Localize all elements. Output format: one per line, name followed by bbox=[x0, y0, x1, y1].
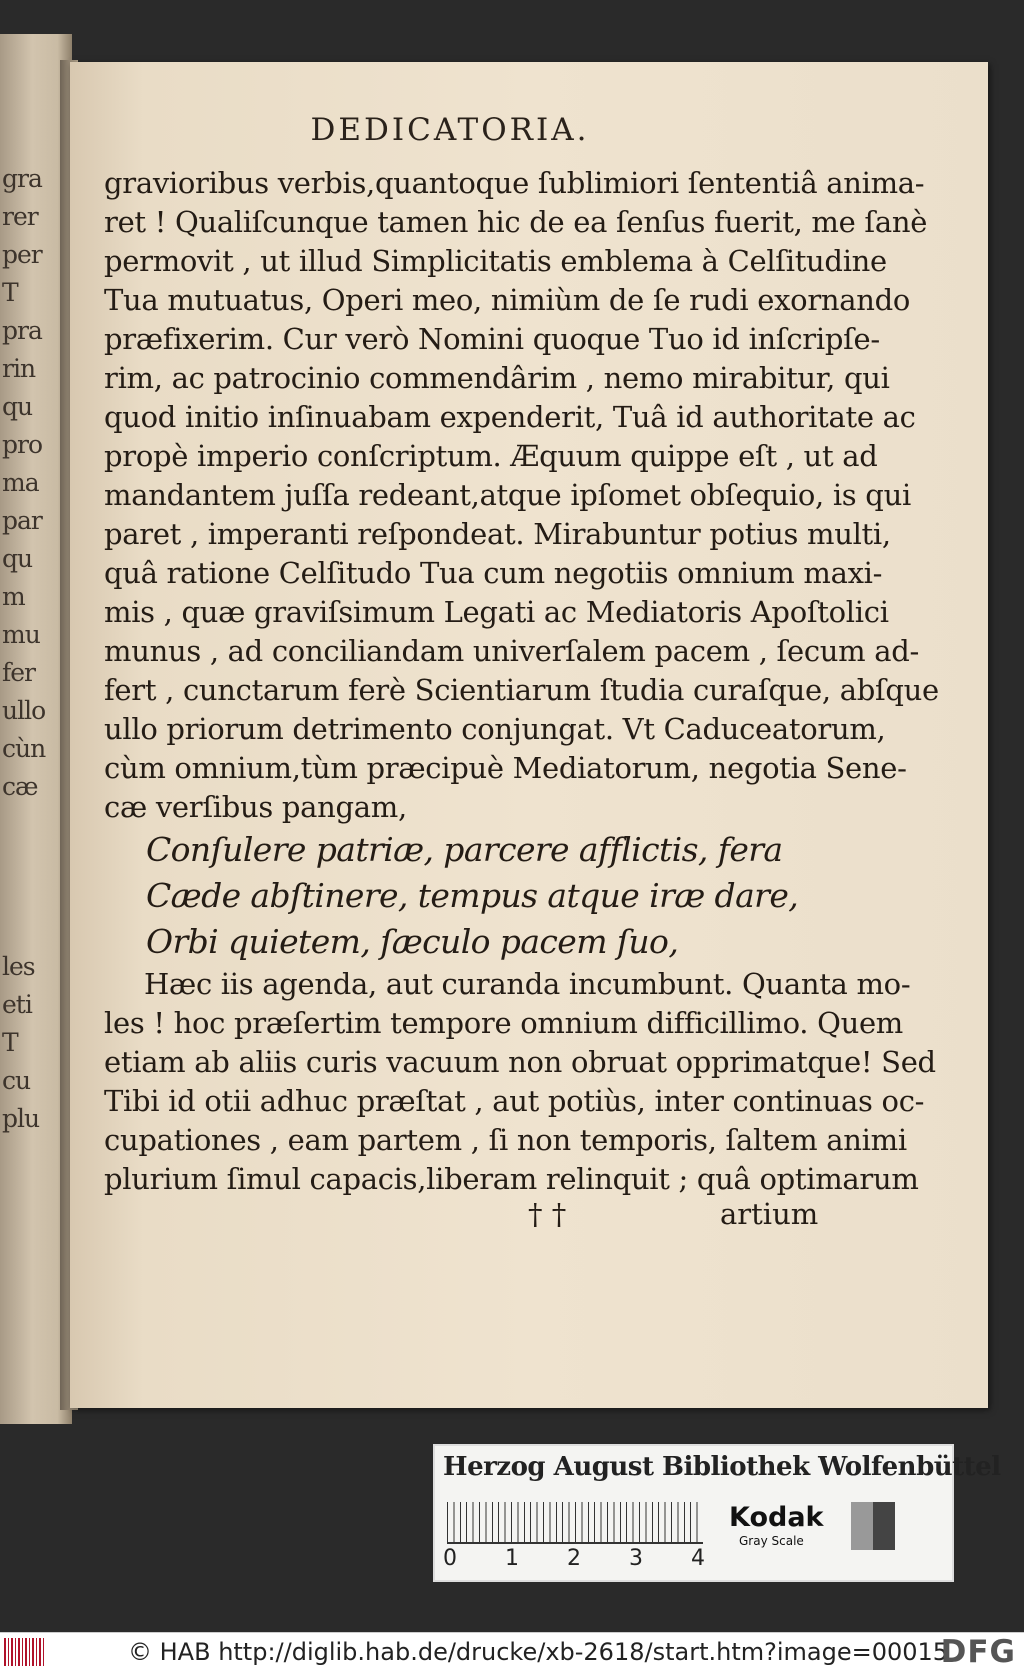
facing-page-fragment: ma bbox=[2, 468, 39, 497]
text-line: præfixerim. Cur verò Nomini quoque Tuo id inſcripſe- bbox=[104, 322, 880, 356]
text-line: Tua mutuatus, Operi meo, nimiùm de ſe rudi exornando bbox=[104, 283, 911, 317]
page-text bbox=[104, 164, 939, 1199]
facing-page-fragment: eti bbox=[2, 990, 32, 1019]
facing-page-fragment: plu bbox=[2, 1104, 40, 1133]
verse-line: Cæde abſtinere, tempus atque iræ dare, bbox=[146, 876, 799, 915]
text-line: etiam ab aliis curis vacuum non obruat opprimatque! Sed bbox=[104, 1045, 936, 1079]
text-line: gravioribus verbis,quantoque ſublimiori ſententiâ anima- bbox=[104, 166, 925, 200]
ruler-number: 4 bbox=[691, 1546, 705, 1571]
text-line: rim, ac patrocinio commendârim , nemo mirabitur, qui bbox=[104, 361, 890, 395]
text-line: cæ verſibus pangam, bbox=[104, 790, 407, 824]
text-line: ret ! Qualiſcunque tamen hic de ea ſenſus fuerit, me ſanè bbox=[104, 205, 928, 239]
verse-line: Conſulere patriæ, parcere afflictis, fera bbox=[146, 830, 783, 869]
facing-page-fragment: qu bbox=[2, 392, 33, 421]
text-line: Tibi id otii adhuc præſtat , aut potiùs, inter continuas oc- bbox=[104, 1084, 925, 1118]
footer-credit[interactable]: © HAB http://diglib.hab.de/drucke/xb-2618/start.htm?image=00015 bbox=[128, 1638, 949, 1666]
ruler bbox=[447, 1502, 703, 1544]
text-line: permovit , ut illud Simplicitatis emblema à Celſitudine bbox=[104, 244, 887, 278]
paragraph-1 bbox=[104, 164, 939, 827]
text-line: fert , cunctarum ferè Scientiarum ſtudia curaſque, abſque bbox=[104, 673, 939, 707]
dfg-logo: DFG bbox=[940, 1634, 1016, 1670]
facing-page-fragment: per bbox=[2, 240, 42, 269]
text-line: paret , imperanti reſpondeat. Mirabuntur potius multi, bbox=[104, 517, 891, 551]
text-line: mandantem juſſa redeant,atque ipſomet obſequio, is qui bbox=[104, 478, 911, 512]
facing-page-fragment: rin bbox=[2, 354, 36, 383]
signature-mark: † † bbox=[528, 1197, 567, 1231]
gray-scale-label: Gray Scale bbox=[739, 1534, 804, 1548]
ruler-number: 1 bbox=[505, 1546, 519, 1571]
verse-line: Orbi quietem, ſæculo pacem ſuo, bbox=[146, 922, 679, 961]
kodak-logo: Kodak bbox=[729, 1502, 824, 1533]
text-line: les ! hoc præſertim tempore omnium difficillimo. Quem bbox=[104, 1006, 904, 1040]
facing-page-fragment: pro bbox=[2, 430, 43, 459]
paragraph-2 bbox=[104, 965, 936, 1199]
facing-page-fragment: cùn bbox=[2, 734, 46, 763]
facing-page-fragment: cæ bbox=[2, 772, 38, 801]
text-line: cupationes , eam partem , ſi non temporis, ſaltem animi bbox=[104, 1123, 907, 1157]
catchword: artium bbox=[720, 1197, 819, 1231]
footer-bar bbox=[0, 1632, 1024, 1671]
barcode-icon bbox=[4, 1638, 46, 1666]
facing-page-fragment: rer bbox=[2, 202, 38, 231]
text-line: munus , ad conciliandam univerſalem pacem , ſecum ad- bbox=[104, 634, 920, 668]
page-heading: DEDICATORIA. bbox=[310, 112, 590, 148]
facing-page-fragment: mu bbox=[2, 620, 40, 649]
book-page bbox=[70, 62, 988, 1408]
institution-name: Herzog August Bibliothek Wolfenbüttel bbox=[443, 1452, 1001, 1482]
text-line: ullo priorum detrimento conjungat. Vt Caduceatorum, bbox=[104, 712, 886, 746]
text-line: propè imperio conſcriptum. Æquum quippe eſt , ut ad bbox=[104, 439, 878, 473]
facing-page-fragment: T bbox=[2, 278, 18, 307]
text-line: Hæc iis agenda, aut curanda incumbunt. Quanta mo- bbox=[144, 967, 911, 1001]
facing-page-fragment: cu bbox=[2, 1066, 31, 1095]
facing-page-fragment: les bbox=[2, 952, 35, 981]
text-line: cùm omnium,tùm præcipuè Mediatorum, negotia Sene- bbox=[104, 751, 907, 785]
ruler-number: 3 bbox=[629, 1546, 643, 1571]
facing-page-fragment: ullo bbox=[2, 696, 46, 725]
color-scale-card bbox=[433, 1444, 1001, 1582]
text-line: quod initio inſinuabam expenderit, Tuâ id authoritate ac bbox=[104, 400, 916, 434]
facing-page-fragment: qu bbox=[2, 544, 33, 573]
facing-page-fragment: pra bbox=[2, 316, 42, 345]
ruler-number: 0 bbox=[443, 1546, 457, 1571]
text-line: quâ ratione Celſitudo Tua cum negotiis omnium maxi- bbox=[104, 556, 883, 590]
facing-page-fragment: par bbox=[2, 506, 42, 535]
text-line: mis , quæ graviſsimum Legati ac Mediatoris Apoſtolici bbox=[104, 595, 889, 629]
verse-block bbox=[104, 827, 874, 965]
facing-page-fragment: T bbox=[2, 1028, 18, 1057]
facing-page-fragment: gra bbox=[2, 164, 42, 193]
gray-patch bbox=[851, 1502, 873, 1550]
facing-page-fragment: fer bbox=[2, 658, 35, 687]
facing-page-fragment: m bbox=[2, 582, 25, 611]
ruler-number: 2 bbox=[567, 1546, 581, 1571]
text-line: plurium ſimul capacis,liberam relinquit ; quâ optimarum bbox=[104, 1162, 919, 1196]
